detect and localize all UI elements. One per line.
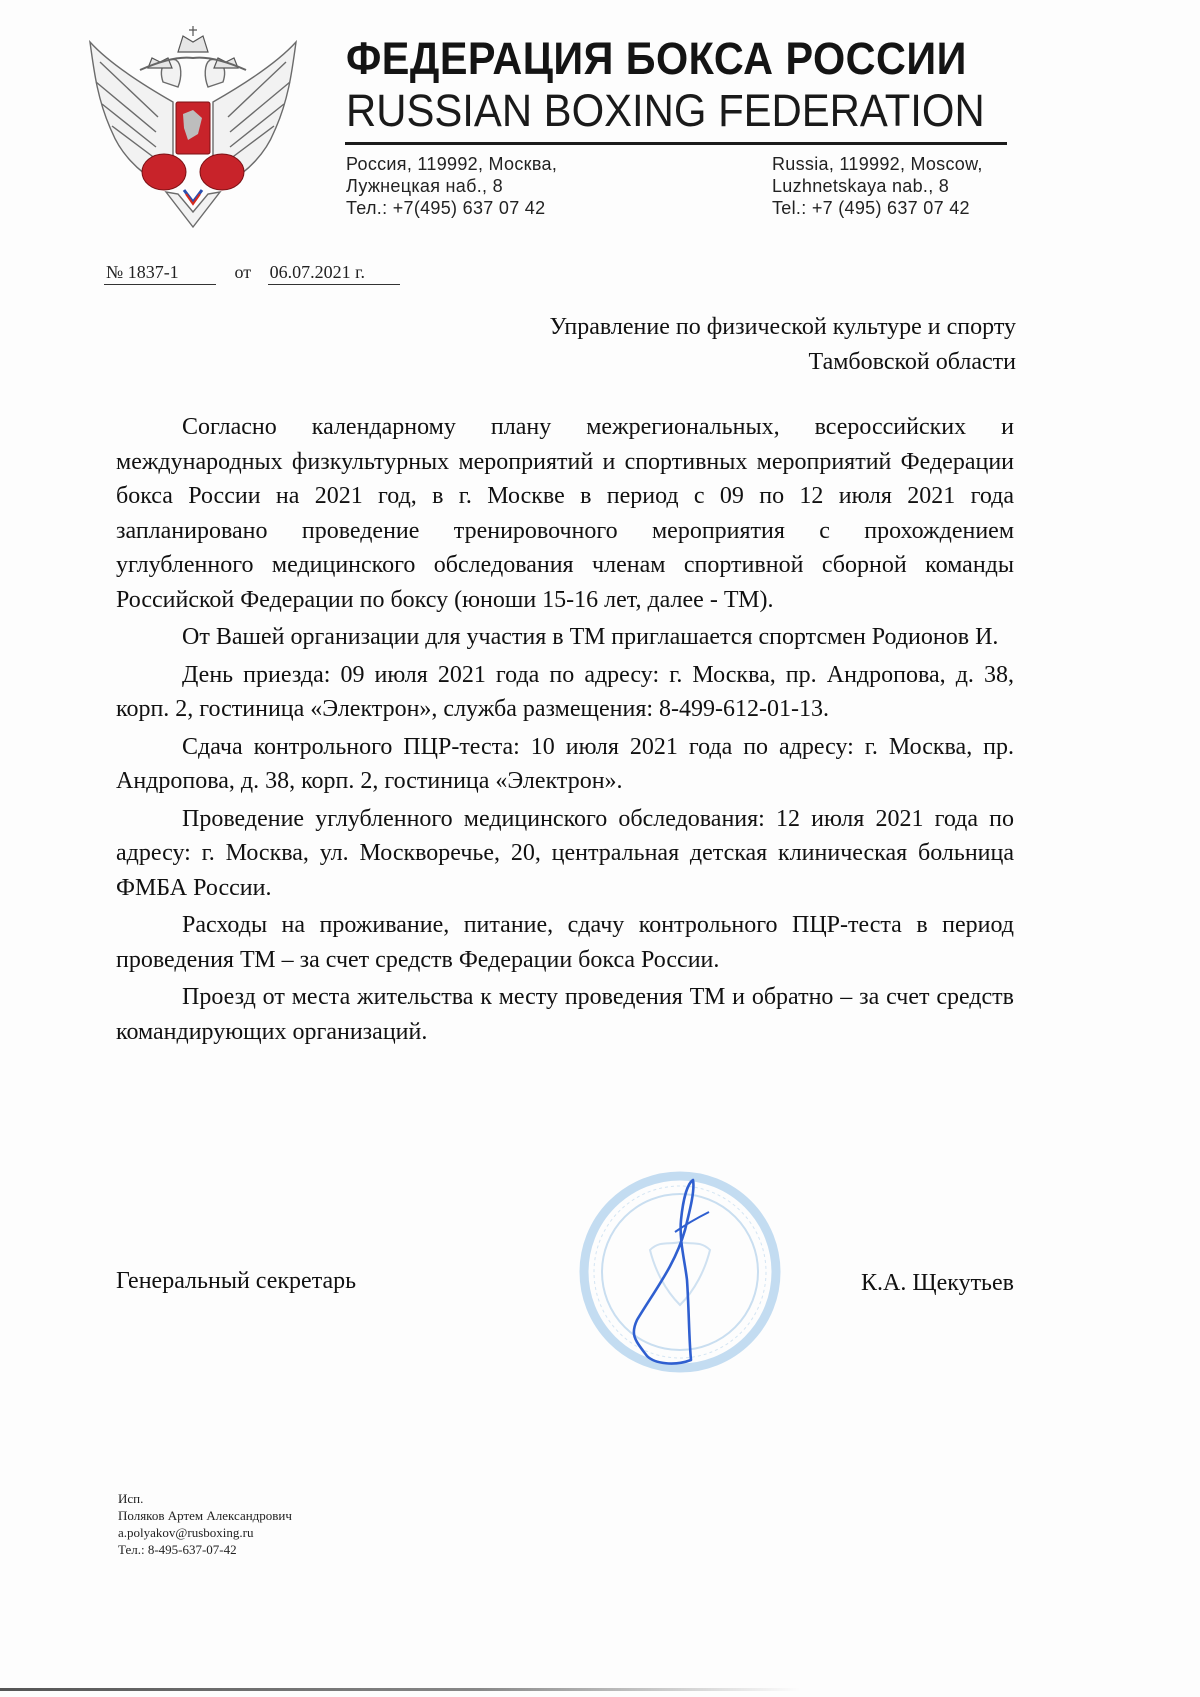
addressee-line: Управление по физической культуре и спорту [549,314,1016,340]
address-en [772,153,983,219]
address-en-phone: Tel.: +7 (495) 637 07 42 [772,198,970,218]
letter-body [116,410,1014,1049]
handwritten-signature-icon [634,1180,709,1363]
body-paragraph: Проведение углубленного медицинского обследования: 12 июля 2021 года по адресу: г. Москва, ул. Москворечье, 20, центральная детская клиническая больница ФМБА России. [116,805,1014,901]
address-ru-line: Россия, 119992, Москва, [346,154,558,174]
address-en-line: Luzhnetskaya nab., 8 [772,176,950,196]
signatory-name: К.А. Щекутьев [861,1270,1014,1296]
executor-block [118,1490,292,1558]
addressee-block [550,310,1016,380]
official-seal-stamp-icon [575,1170,785,1375]
body-paragraph: Согласно календарному плану межрегиональных, всероссийских и международных физкультурных мероприятий и спортивных мероприятий Федерации бокса России на 2021 год, в г. Москве в период с 09 по 12 июля 2021 года запланировано проведение тренировочного мероприятия с прохождением углубленного медицинского обследования членам спортивной сборной команды Российской Федерации по боксу (юноши 15-16 лет, далее - ТМ). [116,414,1014,613]
address-ru [346,153,557,219]
number-label: № [106,262,124,282]
body-paragraph: День приезда: 09 июля 2021 года по адресу: г. Москва, пр. Андропова, д. 38, корп. 2, гостиница «Электрон», служба размещения: 8-499-612-01-13. [116,661,1014,722]
body-paragraph: Проезд от места жительства к месту проведения ТМ и обратно – за счет средств командирующих организаций. [116,984,1014,1045]
body-paragraph: Расходы на проживание, питание, сдачу контрольного ПЦР-теста в период проведения ТМ – за счет средств Федерации бокса России. [116,912,1014,973]
org-title-en: RUSSIAN BOXING FEDERATION [346,85,985,136]
federation-emblem-icon [78,22,308,232]
body-paragraph: Сдача контрольного ПЦР-теста: 10 июля 2021 года по адресу: г. Москва, пр. Андропова, д. 38, корп. 2, гостиница «Электрон». [116,733,1014,794]
executor-email[interactable]: a.polyakov@rusboxing.ru [118,1525,254,1540]
letterhead-divider [345,142,1007,145]
scan-edge-line [0,1688,800,1691]
body-paragraph: От Вашей организации для участия в ТМ приглашается спортсмен Родионов И. [182,624,999,650]
registration-line [104,262,400,285]
registration-number: 1837-1 [127,262,179,282]
signatory-role: Генеральный секретарь [116,1268,357,1294]
address-en-line: Russia, 119992, Moscow, [772,154,983,174]
registration-number-field [104,262,216,285]
registration-date: 06.07.2021 г. [268,262,400,285]
executor-label: Исп. [118,1491,144,1506]
addressee-line: Тамбовской области [808,349,1016,375]
executor-phone: Тел.: 8-495-637-07-42 [118,1542,237,1557]
executor-name: Поляков Артем Александрович [118,1508,292,1523]
org-title-ru: ФЕДЕРАЦИЯ БОКСА РОССИИ [346,33,967,84]
address-ru-line: Лужнецкая наб., 8 [346,176,503,196]
date-label: от [234,262,252,282]
address-ru-phone: Тел.: +7(495) 637 07 42 [346,198,546,218]
